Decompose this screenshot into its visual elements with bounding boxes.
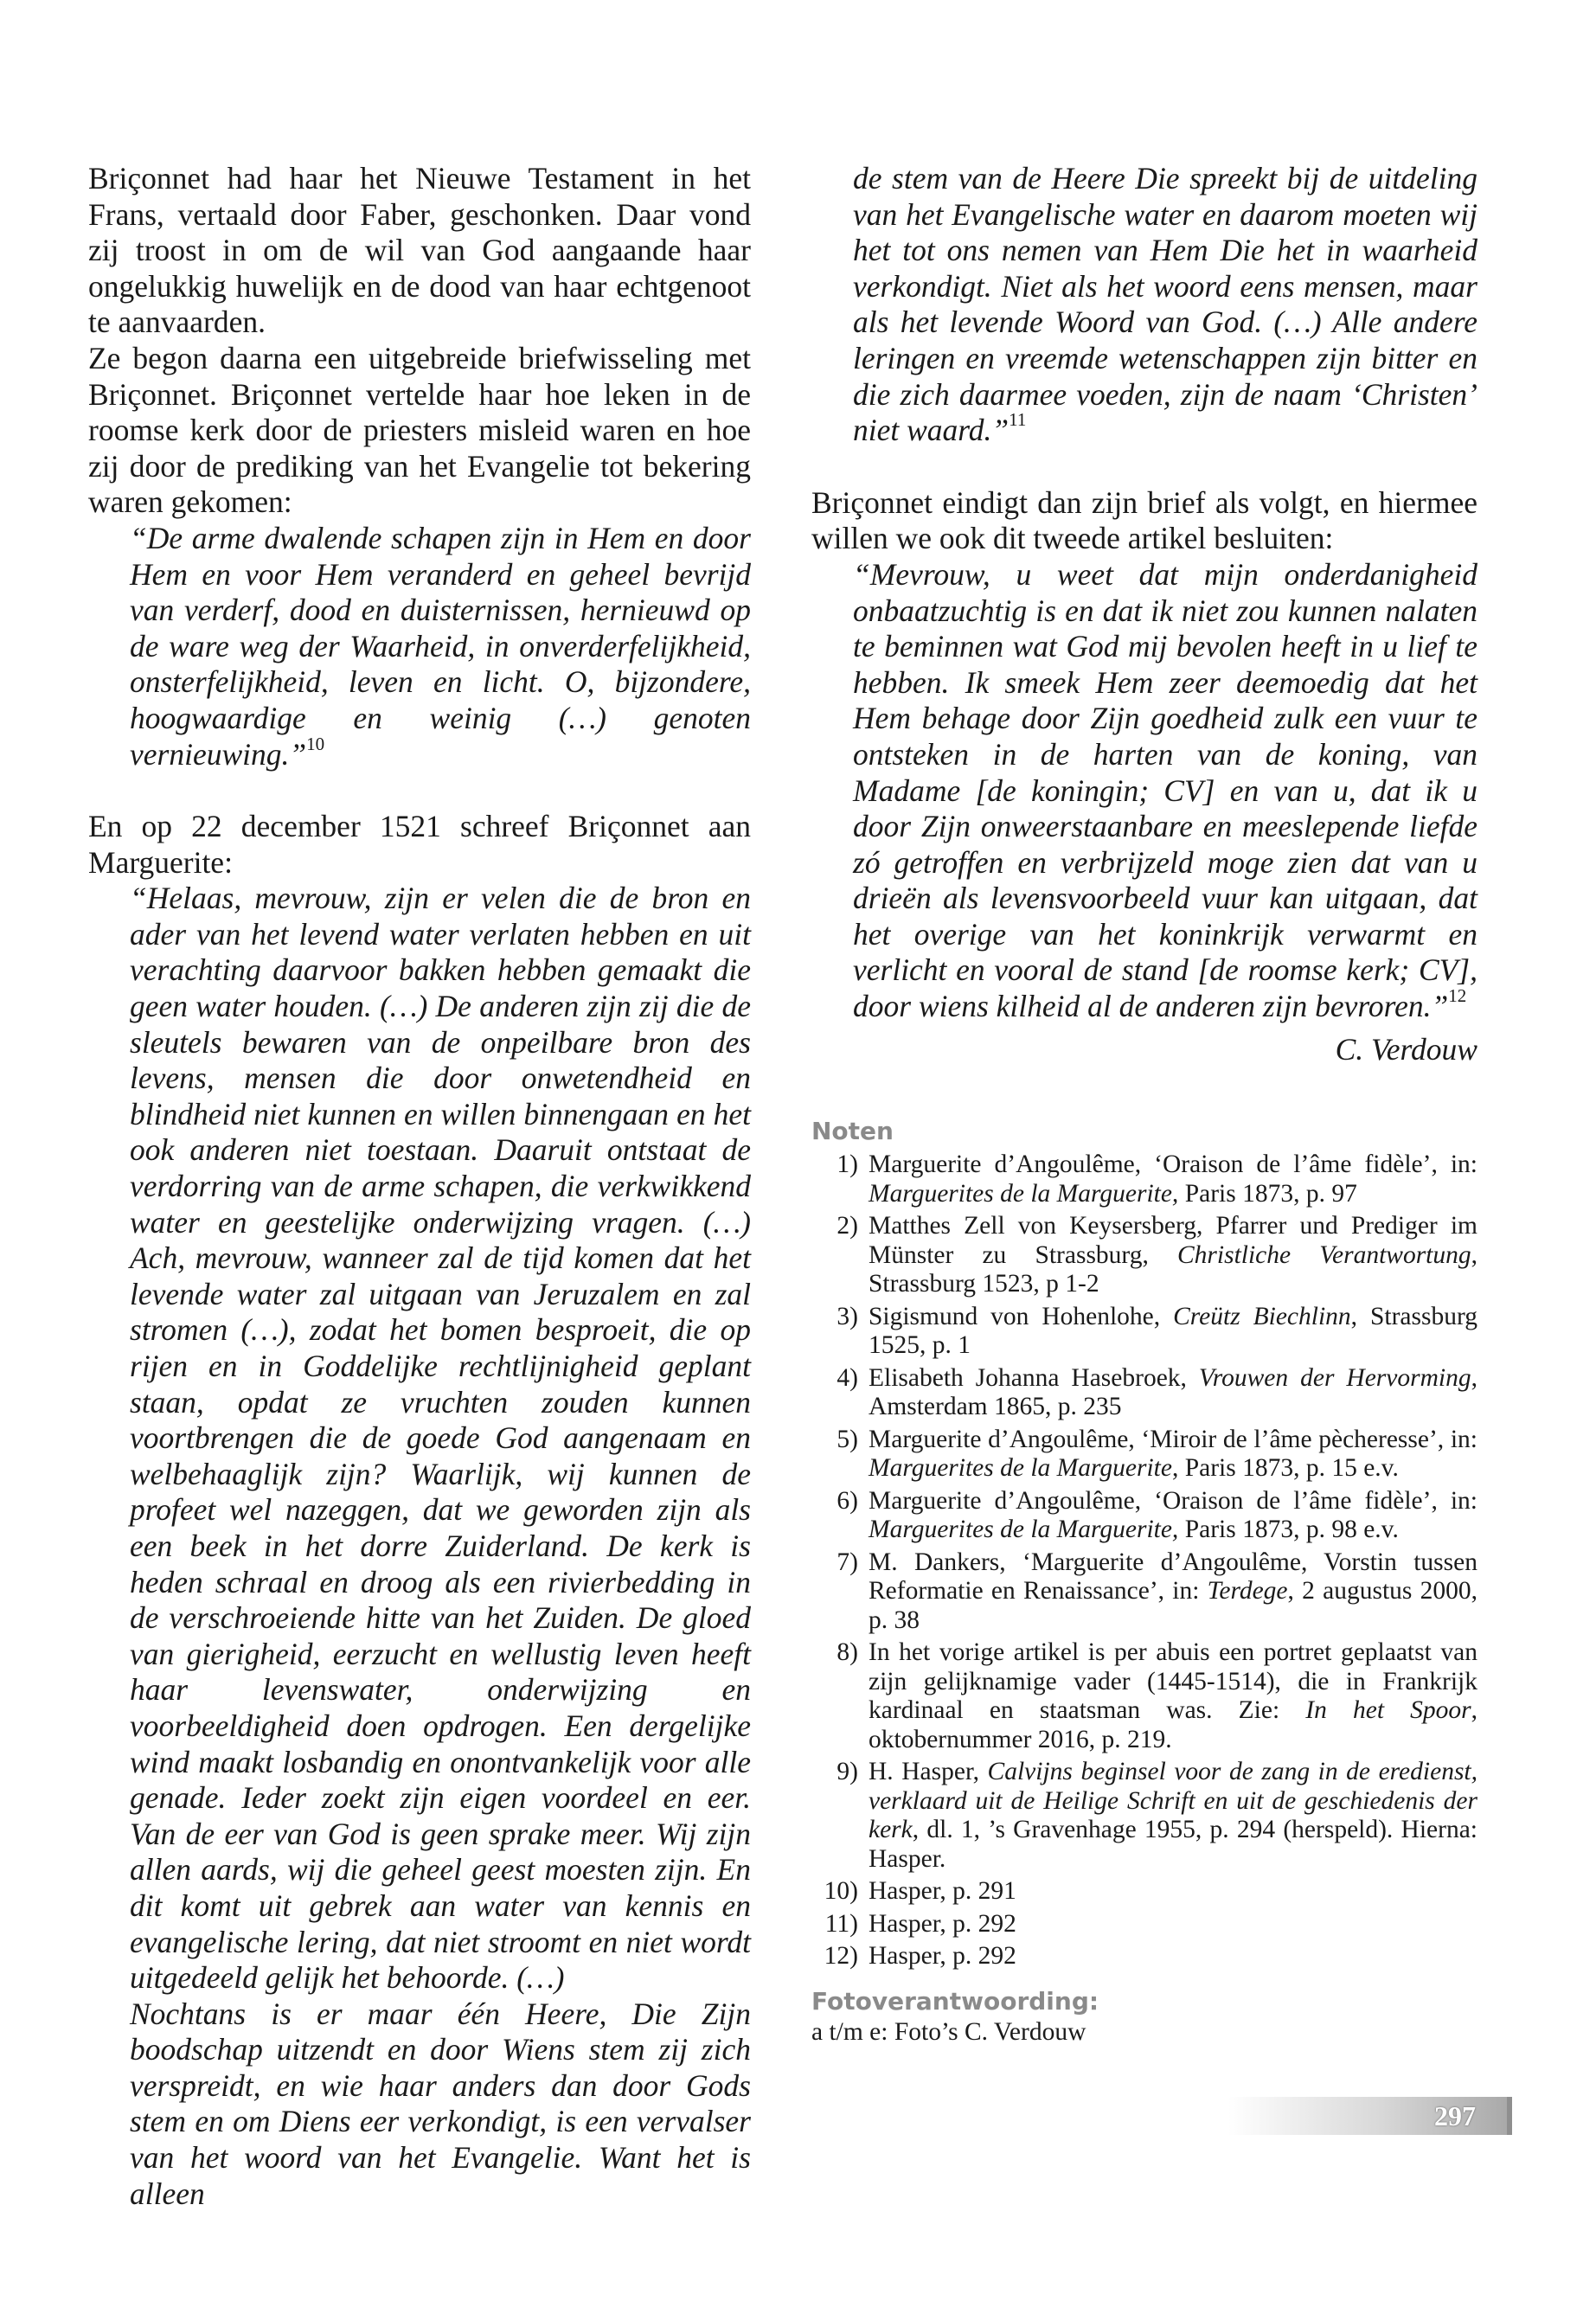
note-text-part: , Strassburg 1525, p. 1 bbox=[869, 1302, 1477, 1359]
note-text-part: Hasper, p. 292 bbox=[869, 1909, 1016, 1938]
note-text-part: , 2 augustus 2000, p. 38 bbox=[869, 1577, 1478, 1634]
note-text bbox=[869, 1364, 1477, 1422]
note-text-part: Paris 1873, p. 98 e.v. bbox=[1178, 1516, 1399, 1543]
note-text-part: Elisabeth Johanna Hasebroek, bbox=[869, 1363, 1199, 1392]
note-text-part: M. Dankers, ‘Marguerite d’Angoulême, Vorstin tussen Reformatie en Renaissance’, in: bbox=[869, 1548, 1477, 1605]
note-text bbox=[869, 1303, 1477, 1361]
note-text bbox=[869, 1758, 1477, 1874]
note-number: 10) bbox=[824, 1877, 858, 1905]
note-text bbox=[869, 1638, 1477, 1754]
note-number: 4) bbox=[836, 1363, 858, 1392]
quote-text: “Mevrouw, u weet dat mijn onderdanigheid onbaatzuchtig is en dat ik niet zou kunnen nalaten te beminnen wat God mij bevolen heeft in u lief te hebben. Ik smeek Hem zeer deemoedig dat het Hem behage door Zijn goedheid zulk een vuur te ontsteken in de harten van de koning, van Madame [de koningin; CV] en van u, dat ik u door Zijn onweerstaanbare en meeslepende liefde zó getroffen en verbrijzeld moge zien dat van u drieën als levensvoorbeeld vuur kan uitgaan, dat het overige van het koninkrijk verwarmt en verlicht en vooral de stand [de roomse kerk; CV], door wiens kilheid al de anderen zijn bevroren.” bbox=[853, 556, 1477, 1024]
author-signature: C. Verdouw bbox=[1335, 1031, 1477, 1067]
block-quote-continuation bbox=[853, 161, 1477, 449]
note-text-part: , oktobernummer 2016, p. 219. bbox=[869, 1696, 1477, 1753]
note-title-italic: Christliche Verantwortung bbox=[1177, 1240, 1471, 1269]
notes-list bbox=[811, 1150, 1477, 1971]
block-quote: “Helaas, mevrouw, zijn er velen die de bron en ader van het levend water verlaten hebben en uit verachting daarvoor bakken hebben gemaakt die geen water houden. (…) De anderen zijn zij die de sleutels bewaren van de onpeilbare bron des levens, mensen die door onwetendheid en blindheid niet kunnen en willen binnengaan en het ook anderen niet toestaan. Daaruit ontstaat de verdorring van de arme schapen, die verkwikkend water en geestelijke onderwijzing vragen. (…) Ach, mevrouw, wanneer zal de tijd komen dat het levende water zal uitgaan van Jeruzalem en zal stromen (…), zodat het bomen besproeit, die op rijen en in Goddelijke rechtlijnigheid geplant staan, opdat ze vruchten zouden kunnen voortbrengen die de goede God aangenaam en welbehaaglijk zijn? Waarlijk, wij kunnen de profeet wel nazeggen, dat we geworden zijn als een beek in het dorre Zuiderland. De kerk is heden schraal en droog als een rivierbedding in de verschroeiende hitte van het Zuiden. De gloed van gierigheid, eerzucht en wellustig leven heeft haar levenswater, onderwijzing en voorbeeldigheid doen opdrogen. Een dergelijke wind maakt losbandig en onontvankelijk voor alle genade. Ieder zoekt zijn eigen voordeel en eer. Van de eer van God is geen sprake meer. Wij zijn allen aards, wij die geheel geest moesten zijn. En dit komt uit gebrek aan water van kennis en evangelische lering, dat niet stroomt en niet wordt uitgedeeld gelijk het behoorde. (…) bbox=[130, 881, 751, 1996]
paragraph: Ze begon daarna een uitgebreide briefwisseling met Briçonnet. Briçonnet vertelde haar hoe leken in de roomse kerk door de priesters misleid waren en hoe zij door de prediking van het Evangelie tot bekering waren gekomen: bbox=[88, 340, 751, 520]
footnote-ref: 11 bbox=[1009, 409, 1027, 431]
footnote-ref: 12 bbox=[1448, 985, 1467, 1007]
note-number: 1) bbox=[836, 1150, 858, 1178]
note-text bbox=[869, 1548, 1477, 1636]
block-quote-continuation: Nochtans is er maar één Heere, Die Zijn boodschap uitzendt en door Wiens stem zij zich verspreidt, en wie haar anders dan door Gods stem en om Diens eer verkondigt, is een vervalser van het woord van het Evangelie. Want het is alleen bbox=[130, 1996, 751, 2211]
note-text-part: , Amsterdam 1865, p. 235 bbox=[869, 1363, 1477, 1420]
paragraph: Briçonnet had haar het Nieuwe Testament in het Frans, vertaald door Faber, geschonken. Daar vond zij troost in om de wil van God aangaande haar ongelukkig huwelijk en de dood van haar echtgenoot te aanvaarden. bbox=[88, 161, 751, 340]
note-item bbox=[811, 1303, 1477, 1361]
note-text-part: Sigismund von Hohenlohe, bbox=[869, 1302, 1174, 1330]
note-text bbox=[869, 1426, 1477, 1484]
note-text-part: In het vorige artikel is per abuis een portret geplaatst van zijn gelijknamige vader (1445-1514), die in Frankrijk kardinaal en staatsman was. Zie: bbox=[869, 1638, 1477, 1724]
left-column bbox=[88, 161, 751, 2212]
note-item bbox=[811, 1942, 1477, 1971]
notes-section bbox=[811, 1116, 1477, 1975]
notes-heading: Noten bbox=[811, 1117, 894, 1145]
photo-credit-text: a t/m e: Foto’s C. Verdouw bbox=[811, 2018, 1086, 2046]
photo-credit-heading: Fotoverantwoording: bbox=[811, 1987, 1099, 2016]
note-title-italic: Marguerites de la Marguerite bbox=[869, 1454, 1172, 1482]
note-text-part: Hasper, p. 292 bbox=[869, 1942, 1016, 1970]
note-text-part: , Paris 1873, p. 15 e.v. bbox=[1171, 1454, 1399, 1482]
note-text bbox=[869, 1212, 1477, 1299]
note-number: 9) bbox=[836, 1758, 858, 1785]
note-text bbox=[869, 1877, 1477, 1907]
note-title-italic: Creütz Biechlinn bbox=[1173, 1302, 1351, 1330]
note-number: 12) bbox=[824, 1942, 858, 1970]
note-title-italic: Marguerites de la Marguerite, bbox=[869, 1516, 1179, 1543]
note-text bbox=[869, 1150, 1477, 1208]
page-number: 297 bbox=[1434, 2100, 1476, 2131]
paragraph: Briçonnet eindigt dan zijn brief als volgt, en hiermee willen we ook dit tweede artikel besluiten: bbox=[811, 484, 1477, 556]
note-number: 2) bbox=[836, 1212, 858, 1240]
note-text-part: , dl. 1, ’s Gravenhage 1955, p. 294 (herspeld). Hierna: Hasper. bbox=[869, 1816, 1477, 1873]
note-item bbox=[811, 1212, 1477, 1299]
block-quote bbox=[853, 557, 1477, 1025]
note-item bbox=[811, 1487, 1477, 1545]
quote-text: de stem van de Heere Die spreekt bij de uitdeling van het Evangelische water en daarom moeten wij het tot ons nemen van Hem Die het in waarheid verkondigt. Niet als het woord eens mensen, maar als het levende Woord van God. (…) Alle andere leringen en vreemde wetenschappen zijn bitter en die zich daarmee voeden, zijn de naam ‘Christen’ niet waard.” bbox=[853, 161, 1477, 448]
block-quote bbox=[130, 521, 751, 772]
note-item bbox=[811, 1548, 1477, 1636]
note-number: 6) bbox=[836, 1486, 858, 1515]
note-text bbox=[869, 1942, 1477, 1971]
page-number-divider bbox=[1507, 2097, 1512, 2135]
note-item bbox=[811, 1638, 1477, 1754]
note-item bbox=[811, 1426, 1477, 1484]
note-text-part: H. Hasper, bbox=[869, 1758, 988, 1785]
note-text bbox=[869, 1910, 1477, 1939]
note-title-italic: In het Spoor bbox=[1305, 1696, 1471, 1724]
note-number: 11) bbox=[824, 1909, 858, 1938]
quote-text: “De arme dwalende schapen zijn in Hem en door Hem en voor Hem veranderd en geheel bevrijd van verderf, dood en duisternissen, hernieuwd op de ware weg der Waarheid, in onverderfelijkheid, onsterfelijkheid, leven en licht. O, bijzondere, hoogwaardige en weinig (…) genoten vernieuwing.” bbox=[130, 520, 751, 772]
note-item bbox=[811, 1364, 1477, 1422]
note-text-part: Hasper, p. 291 bbox=[869, 1877, 1016, 1905]
note-text bbox=[869, 1487, 1477, 1545]
note-number: 3) bbox=[836, 1302, 858, 1330]
note-text-part: Matthes Zell von Keysersberg, Pfarrer und Prediger im Münster zu Strassburg, bbox=[869, 1212, 1477, 1269]
paragraph: En op 22 december 1521 schreef Briçonnet aan Marguerite: bbox=[88, 809, 751, 880]
note-item bbox=[811, 1910, 1477, 1939]
note-title-italic: Terdege bbox=[1207, 1577, 1288, 1605]
note-text-part: Paris 1873, p. 97 bbox=[1178, 1179, 1357, 1208]
note-number: 5) bbox=[836, 1425, 858, 1453]
note-item bbox=[811, 1758, 1477, 1874]
photo-credit bbox=[811, 1986, 1477, 2047]
note-title-italic: Marguerites de la Marguerite, bbox=[869, 1179, 1179, 1208]
note-title-italic: Vrouwen der Hervorming bbox=[1198, 1363, 1471, 1392]
right-column bbox=[811, 161, 1477, 1067]
note-text-part: , Strassburg 1523, p 1-2 bbox=[869, 1240, 1477, 1298]
note-text-part: Marguerite d’Angoulême, ‘Miroir de l’âme pècheresse’, in: bbox=[869, 1425, 1477, 1453]
note-item bbox=[811, 1877, 1477, 1907]
note-text-part: Marguerite d’Angoulême, ‘Oraison de l’âme fidèle’, in: bbox=[869, 1486, 1477, 1515]
note-number: 7) bbox=[836, 1548, 858, 1576]
note-number: 8) bbox=[836, 1638, 858, 1666]
note-text-part: Marguerite d’Angoulême, ‘Oraison de l’âme fidèle’, in: bbox=[869, 1150, 1477, 1178]
note-title-italic: Calvijns beginsel voor de zang in de eredienst, verklaard uit de Heilige Schrift en uit de geschiedenis der kerk bbox=[869, 1758, 1477, 1843]
footnote-ref: 10 bbox=[306, 733, 325, 754]
note-item bbox=[811, 1150, 1477, 1208]
